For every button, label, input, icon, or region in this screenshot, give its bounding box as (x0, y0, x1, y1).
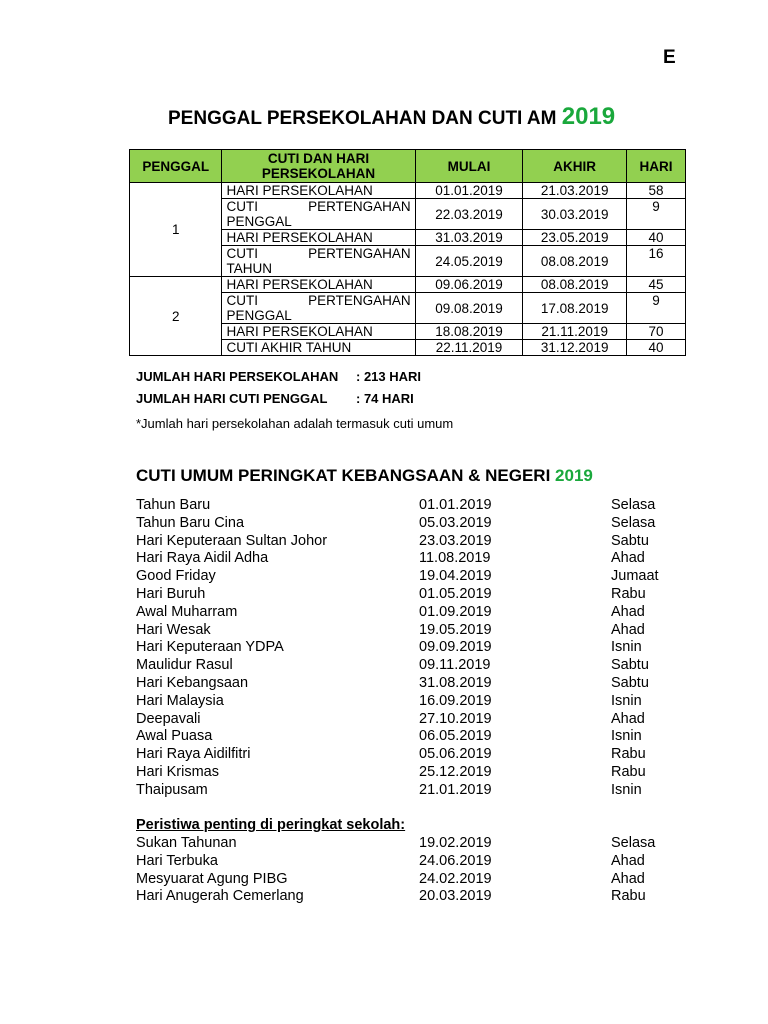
item-day: Isnin (611, 692, 642, 709)
item-name: Sukan Tahunan (136, 835, 237, 851)
row-start: 31.03.2019 (415, 230, 523, 246)
item-name: Good Friday (136, 568, 216, 585)
item-name: Hari Anugerah Cemerlang (136, 888, 304, 905)
list-item (136, 550, 676, 568)
item-day: Rabu (611, 746, 646, 763)
list-item (136, 515, 676, 533)
row-desc: CUTI PERTENGAHAN PENGGAL (222, 293, 415, 324)
item-date: 01.01.2019 (419, 497, 492, 513)
list-item (136, 568, 676, 586)
item-date: 19.04.2019 (419, 568, 492, 585)
total-school-days-label: JUMLAH HARI PERSEKOLAHAN (136, 369, 339, 384)
item-name: Hari Keputeraan Sultan Johor (136, 532, 328, 549)
row-days: 16 (627, 246, 686, 277)
item-name: Hari Keputeraan YDPA (136, 639, 284, 656)
item-date: 19.02.2019 (419, 835, 492, 851)
list-item (136, 782, 676, 800)
item-name: Hari Terbuka (136, 852, 218, 869)
item-date: 01.05.2019 (419, 585, 492, 602)
row-days: 70 (627, 324, 686, 340)
item-name: Awal Muharram (136, 603, 238, 620)
page-title (168, 103, 615, 131)
item-date: 24.02.2019 (419, 870, 492, 887)
section-title (136, 466, 593, 486)
row-desc: CUTI PERTENGAHAN PENGGAL (222, 199, 415, 230)
header-mulai: MULAI (415, 150, 523, 183)
row-days: 40 (627, 230, 686, 246)
item-date: 20.03.2019 (419, 888, 492, 905)
item-name: Tahun Baru Cina (136, 514, 245, 531)
section-title-text: CUTI UMUM PERINGKAT KEBANGSAAN & NEGERI (136, 466, 551, 485)
item-day: Isnin (611, 639, 642, 656)
item-day: Rabu (611, 763, 646, 780)
item-day: Ahad (611, 870, 645, 887)
public-holiday-list (136, 497, 676, 800)
item-name: Hari Raya Aidil Adha (136, 550, 269, 567)
section-title-year: 2019 (555, 466, 593, 485)
row-start: 09.08.2019 (415, 293, 523, 324)
item-name: Mesyuarat Agung PIBG (136, 870, 288, 887)
item-date: 11.08.2019 (419, 550, 491, 567)
list-item (136, 888, 676, 906)
item-day: Selasa (611, 514, 656, 531)
row-start: 18.08.2019 (415, 324, 523, 340)
list-item (136, 853, 676, 871)
item-day: Rabu (611, 888, 646, 905)
item-date: 24.06.2019 (419, 852, 492, 869)
list-item (136, 675, 676, 693)
table-row (130, 277, 686, 293)
item-name: Maulidur Rasul (136, 657, 233, 674)
row-days: 58 (627, 183, 686, 199)
item-date: 16.09.2019 (419, 692, 492, 709)
total-school-days (136, 369, 421, 384)
item-day: Selasa (611, 497, 656, 513)
item-date: 31.08.2019 (419, 674, 492, 691)
row-end: 17.08.2019 (523, 293, 627, 324)
item-day: Sabtu (611, 532, 649, 549)
row-days: 45 (627, 277, 686, 293)
school-event-list (136, 835, 676, 906)
header-akhir: AKHIR (523, 150, 627, 183)
list-item (136, 693, 676, 711)
row-end: 21.03.2019 (523, 183, 627, 199)
header-cuti: CUTI DAN HARI PERSEKOLAHAN (222, 150, 415, 183)
item-date: 05.06.2019 (419, 746, 492, 763)
item-name: Tahun Baru (136, 497, 211, 513)
item-name: Hari Malaysia (136, 692, 224, 709)
total-holiday-days-label: JUMLAH HARI CUTI PENGGAL (136, 391, 328, 406)
row-desc: CUTI AKHIR TAHUN (222, 340, 415, 356)
row-end: 08.08.2019 (523, 246, 627, 277)
item-day: Jumaat (611, 568, 659, 585)
row-days: 40 (627, 340, 686, 356)
list-item (136, 746, 676, 764)
item-day: Ahad (611, 621, 645, 638)
item-day: Sabtu (611, 674, 649, 691)
term-cell: 1 (130, 183, 222, 277)
list-item (136, 764, 676, 782)
list-item (136, 871, 676, 889)
item-day: Selasa (611, 835, 656, 851)
table-header-row (130, 150, 686, 183)
events-heading: Peristiwa penting di peringkat sekolah: (136, 817, 406, 833)
row-days: 9 (627, 199, 686, 230)
item-date: 06.05.2019 (419, 728, 492, 745)
item-day: Isnin (611, 728, 642, 745)
item-day: Isnin (611, 781, 642, 798)
row-end: 30.03.2019 (523, 199, 627, 230)
title-year: 2019 (561, 103, 616, 130)
row-end: 21.11.2019 (523, 324, 627, 340)
total-holiday-days (136, 391, 414, 406)
row-end: 08.08.2019 (523, 277, 627, 293)
item-day: Ahad (611, 852, 645, 869)
table-row (130, 183, 686, 199)
footnote: *Jumlah hari persekolahan adalah termasuk cuti umum (136, 416, 454, 431)
list-item (136, 728, 676, 746)
term-schedule-table (129, 149, 686, 356)
item-name: Hari Wesak (136, 621, 211, 638)
page-marker: E (663, 47, 676, 68)
list-item (136, 604, 676, 622)
row-desc: HARI PERSEKOLAHAN (222, 277, 415, 293)
term-cell: 2 (130, 277, 222, 356)
item-date: 23.03.2019 (419, 532, 492, 549)
row-start: 09.06.2019 (415, 277, 523, 293)
item-name: Deepavali (136, 710, 201, 727)
item-date: 19.05.2019 (419, 621, 492, 638)
row-desc: HARI PERSEKOLAHAN (222, 183, 415, 199)
item-name: Hari Buruh (136, 585, 206, 602)
header-penggal: PENGGAL (130, 150, 222, 183)
list-item (136, 639, 676, 657)
item-day: Ahad (611, 710, 645, 727)
row-start: 24.05.2019 (415, 246, 523, 277)
row-end: 23.05.2019 (523, 230, 627, 246)
list-item (136, 533, 676, 551)
item-name: Hari Kebangsaan (136, 674, 249, 691)
list-item (136, 711, 676, 729)
item-date: 21.01.2019 (419, 781, 492, 798)
item-name: Hari Raya Aidilfitri (136, 746, 251, 763)
item-date: 09.09.2019 (419, 639, 492, 656)
row-days: 9 (627, 293, 686, 324)
row-desc: CUTI PERTENGAHAN TAHUN (222, 246, 415, 277)
title-text: PENGGAL PERSEKOLAHAN DAN CUTI AM (168, 108, 557, 129)
list-item (136, 835, 676, 853)
row-desc: HARI PERSEKOLAHAN (222, 324, 415, 340)
total-holiday-days-value: : 74 HARI (356, 391, 414, 406)
item-day: Ahad (611, 550, 645, 567)
list-item (136, 657, 676, 675)
row-start: 22.11.2019 (415, 340, 523, 356)
header-hari: HARI (627, 150, 686, 183)
item-name: Thaipusam (136, 781, 208, 798)
row-start: 22.03.2019 (415, 199, 523, 230)
item-day: Rabu (611, 585, 646, 602)
item-date: 01.09.2019 (419, 603, 492, 620)
row-start: 01.01.2019 (415, 183, 523, 199)
item-day: Ahad (611, 603, 645, 620)
item-name: Awal Puasa (136, 728, 213, 745)
item-date: 05.03.2019 (419, 514, 492, 531)
item-date: 27.10.2019 (419, 710, 492, 727)
list-item (136, 497, 676, 515)
row-end: 31.12.2019 (523, 340, 627, 356)
list-item (136, 586, 676, 604)
list-item (136, 622, 676, 640)
row-desc: HARI PERSEKOLAHAN (222, 230, 415, 246)
item-name: Hari Krismas (136, 763, 219, 780)
item-day: Sabtu (611, 657, 649, 674)
item-date: 25.12.2019 (419, 763, 492, 780)
total-school-days-value: : 213 HARI (356, 369, 422, 384)
item-date: 09.11.2019 (419, 657, 491, 674)
